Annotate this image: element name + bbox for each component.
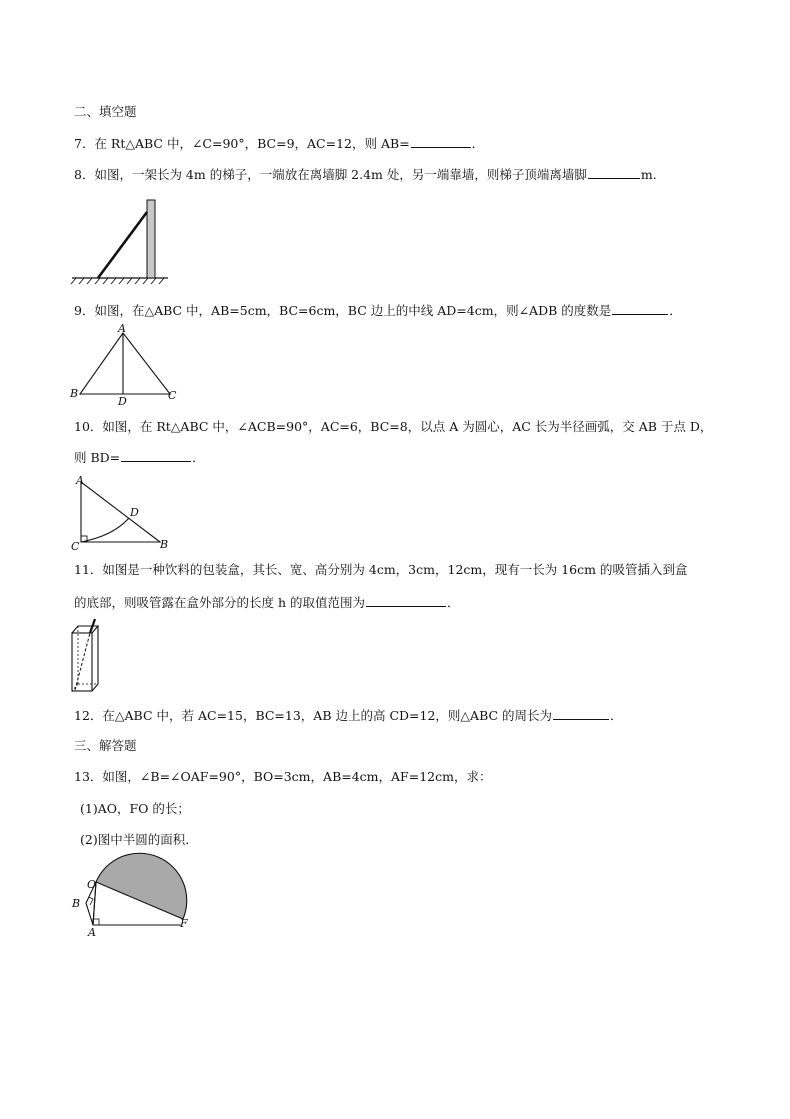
- question-9: [74, 302, 682, 319]
- triangle-median-figure: [68, 322, 188, 408]
- question-9-tail: ．: [669, 303, 682, 318]
- label-b: B: [160, 538, 169, 551]
- question-11-text: 的底部，则吸管露在盒外部分的长度 h 的取值范围为: [74, 595, 365, 610]
- question-12-text: 12．在△ABC 中，若 AC=15，BC=13，AB 边上的高 CD=12，则△ABC 的周长为: [74, 708, 553, 723]
- label-a: A: [88, 926, 96, 939]
- answer-blank-10[interactable]: [121, 449, 191, 462]
- label-d: D: [118, 395, 127, 408]
- label-d: D: [130, 506, 139, 519]
- arc-cd: [81, 518, 129, 542]
- ladder-wall-figure: [70, 196, 170, 286]
- label-c: C: [71, 540, 80, 553]
- triangle-abc: [80, 333, 170, 394]
- box-front: [72, 633, 92, 691]
- drink-box-straw-figure: [68, 617, 108, 697]
- question-8-tail: m.: [640, 167, 657, 182]
- question-13: 13．如图，∠B=∠OAF=90°，BO=3cm，AB=4cm，AF=12cm，求：: [74, 769, 492, 784]
- question-7-tail: ．: [471, 136, 485, 151]
- label-a: A: [76, 474, 84, 487]
- section-heading-fill-in: 二、填空题: [74, 104, 137, 119]
- question-10-tail: ．: [192, 450, 205, 465]
- label-b: B: [72, 897, 81, 910]
- question-13-part-2: (2)图中半圆的面积．: [80, 832, 198, 847]
- question-9-text: 9．如图，在△ABC 中，AB=5cm，BC=6cm，BC 边上的中线 AD=4cm，则∠ADB 的度数是: [74, 303, 612, 318]
- box-side: [92, 626, 98, 691]
- question-10-line-2: [74, 449, 205, 466]
- question-12: [74, 707, 623, 724]
- wall: [147, 200, 155, 278]
- section-heading-solve: 三、解答题: [74, 738, 137, 753]
- triangle-abc: [81, 482, 160, 542]
- question-8: [74, 166, 657, 183]
- semicircle-figure: [68, 858, 198, 938]
- label-o: O: [87, 878, 97, 891]
- box-top: [72, 626, 98, 633]
- question-11-line-2: [74, 594, 460, 611]
- label-b: B: [70, 387, 79, 400]
- question-8-text: 8．如图，一架长为 4m 的梯子，一端放在离墙脚 2.4m 处，另一端靠墙，则梯子顶端离墙脚: [74, 167, 587, 182]
- question-11-line-1: 11．如图是一种饮料的包装盒，其长、宽、高分别为 4cm，3cm，12cm，现有一长为 16cm 的吸管插入到盒: [74, 562, 688, 577]
- answer-blank-11[interactable]: [366, 594, 446, 607]
- label-f: F: [180, 917, 188, 930]
- ground-hatching: [71, 278, 164, 284]
- label-c: C: [168, 389, 177, 402]
- label-a: A: [118, 322, 126, 335]
- question-7: [74, 135, 484, 152]
- answer-blank-9[interactable]: [612, 302, 668, 315]
- right-angle-mark-b: [89, 897, 93, 905]
- question-13-part-1: (1)AO，FO 的长；: [80, 801, 190, 816]
- semicircle: [96, 853, 187, 919]
- ladder: [98, 212, 147, 278]
- question-10-text: 则 BD=: [74, 450, 121, 465]
- right-triangle-arc-figure: [68, 474, 178, 554]
- answer-blank-12[interactable]: [553, 707, 609, 720]
- answer-blank-7[interactable]: [411, 135, 471, 148]
- question-7-text: 7．在 Rt△ABC 中，∠C=90°，BC=9，AC=12，则 AB=: [74, 136, 410, 151]
- answer-blank-8[interactable]: [588, 166, 640, 179]
- straw-inside: [75, 633, 90, 690]
- question-12-tail: ．: [610, 708, 623, 723]
- question-11-tail: ．: [447, 595, 460, 610]
- question-10-line-1: 10．如图，在 Rt△ABC 中，∠ACB=90°，AC=6，BC=8，以点 A 为圆心，AC 长为半径画弧，交 AB 于点 D，: [74, 419, 713, 434]
